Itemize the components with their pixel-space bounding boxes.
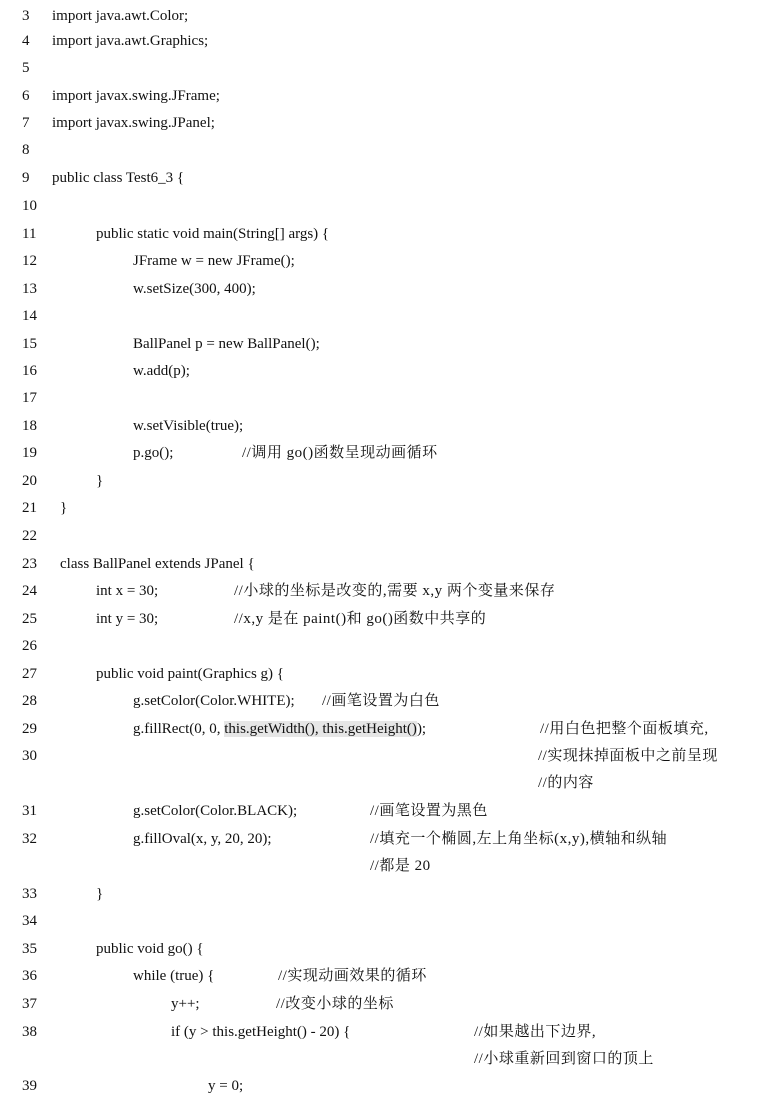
code-text: public static void main(String[] args) { xyxy=(96,226,330,242)
line-number: 23 xyxy=(22,556,37,572)
code-text: y++; xyxy=(171,996,200,1012)
code-comment: //如果越出下边界, xyxy=(474,1024,597,1040)
code-text: import javax.swing.JFrame; xyxy=(52,88,220,104)
code-line xyxy=(0,277,767,301)
line-number: 31 xyxy=(22,803,37,819)
code-line xyxy=(0,882,767,906)
line-number: 15 xyxy=(22,336,37,352)
code-line xyxy=(0,717,767,741)
code-line xyxy=(0,29,767,53)
code-text xyxy=(133,717,426,741)
code-line xyxy=(0,332,767,356)
code-comment: //实现抹掉面板中之前呈现 xyxy=(538,748,718,764)
code-line xyxy=(0,827,767,851)
line-number: 4 xyxy=(22,33,30,49)
line-number: 30 xyxy=(22,748,37,764)
code-line xyxy=(0,496,767,520)
code-text: w.add(p); xyxy=(133,363,190,379)
line-number: 35 xyxy=(22,941,37,957)
code-text: w.setSize(300, 400); xyxy=(133,281,256,297)
line-number: 12 xyxy=(22,253,37,269)
code-line xyxy=(0,441,767,465)
code-comment: //画笔设置为白色 xyxy=(322,693,440,709)
code-line xyxy=(0,909,767,933)
code-text: w.setVisible(true); xyxy=(133,418,244,434)
code-comment: //小球重新回到窗口的顶上 xyxy=(474,1051,654,1067)
code-text: g.setColor(Color.BLACK); xyxy=(133,803,298,819)
highlighted-code: this.getWidth(), this.getHeight() xyxy=(224,721,417,737)
code-text: } xyxy=(60,500,68,516)
code-text: y = 0; xyxy=(208,1078,244,1094)
code-comment: //小球的坐标是改变的,需要 x,y 两个变量来保存 xyxy=(234,583,556,599)
line-number: 22 xyxy=(22,528,37,544)
code-text: JFrame w = new JFrame(); xyxy=(133,253,295,269)
line-number: 39 xyxy=(22,1078,37,1094)
line-number: 14 xyxy=(22,308,37,324)
code-text: import java.awt.Color; xyxy=(52,8,189,24)
code-line xyxy=(0,469,767,493)
line-number: 13 xyxy=(22,281,37,297)
code-line xyxy=(0,249,767,273)
code-line xyxy=(0,84,767,108)
code-text: BallPanel p = new BallPanel(); xyxy=(133,336,320,352)
line-number: 6 xyxy=(22,88,30,104)
line-number: 7 xyxy=(22,115,30,131)
code-line xyxy=(0,634,767,658)
line-number: 32 xyxy=(22,831,37,847)
code-text: } xyxy=(96,473,104,489)
code-line xyxy=(0,414,767,438)
code-line xyxy=(0,607,767,631)
code-line xyxy=(0,552,767,576)
line-number: 16 xyxy=(22,363,37,379)
code-text-post: ); xyxy=(416,721,427,737)
code-text: import javax.swing.JPanel; xyxy=(52,115,215,131)
code-line xyxy=(0,386,767,410)
code-line xyxy=(0,992,767,1016)
code-line xyxy=(0,799,767,823)
line-number: 3 xyxy=(22,8,30,24)
code-comment: //x,y 是在 paint()和 go()函数中共享的 xyxy=(234,611,487,627)
line-number: 37 xyxy=(22,996,37,1012)
code-line xyxy=(0,194,767,218)
line-number: 20 xyxy=(22,473,37,489)
code-line xyxy=(0,579,767,603)
code-line xyxy=(0,166,767,190)
code-text: p.go(); xyxy=(133,445,174,461)
code-text: while (true) { xyxy=(133,968,215,984)
line-number: 29 xyxy=(22,721,37,737)
code-text: public void go() { xyxy=(96,941,204,957)
code-line xyxy=(0,662,767,686)
line-number: 25 xyxy=(22,611,37,627)
line-number: 21 xyxy=(22,500,37,516)
code-line xyxy=(0,304,767,328)
line-number: 18 xyxy=(22,418,37,434)
code-text: import java.awt.Graphics; xyxy=(52,33,209,49)
line-number: 9 xyxy=(22,170,30,186)
line-number: 33 xyxy=(22,886,37,902)
code-line xyxy=(0,56,767,80)
code-text: g.fillOval(x, y, 20, 20); xyxy=(133,831,272,847)
line-number: 10 xyxy=(22,198,37,214)
code-text-pre: g.fillRect(0, 0, xyxy=(133,721,225,737)
code-comment: //实现动画效果的循环 xyxy=(278,968,427,984)
code-comment: //画笔设置为黑色 xyxy=(370,803,488,819)
line-number: 24 xyxy=(22,583,37,599)
code-comment: //用白色把整个面板填充, xyxy=(540,721,709,737)
code-line xyxy=(0,1020,767,1044)
line-number: 19 xyxy=(22,445,37,461)
code-comment: //都是 20 xyxy=(370,858,431,874)
code-line xyxy=(0,222,767,246)
code-line xyxy=(0,111,767,135)
line-number: 5 xyxy=(22,60,30,76)
line-number: 38 xyxy=(22,1024,37,1040)
line-number: 34 xyxy=(22,913,37,929)
line-number: 26 xyxy=(22,638,37,654)
code-text: if (y > this.getHeight() - 20) { xyxy=(171,1024,351,1040)
code-text: } xyxy=(96,886,104,902)
line-number: 8 xyxy=(22,142,30,158)
code-text: g.setColor(Color.WHITE); xyxy=(133,693,295,709)
code-line xyxy=(0,689,767,713)
line-number: 28 xyxy=(22,693,37,709)
code-text: public void paint(Graphics g) { xyxy=(96,666,284,682)
code-line xyxy=(0,937,767,961)
code-comment: //改变小球的坐标 xyxy=(276,996,394,1012)
line-number: 11 xyxy=(22,226,37,242)
code-text: public class Test6_3 { xyxy=(52,170,185,186)
line-number: 17 xyxy=(22,390,37,406)
code-line xyxy=(0,1074,767,1098)
line-number: 36 xyxy=(22,968,37,984)
code-comment: //的内容 xyxy=(538,775,594,791)
code-comment: //调用 go()函数呈现动画循环 xyxy=(242,445,438,461)
code-text: class BallPanel extends JPanel { xyxy=(60,556,255,572)
code-line xyxy=(0,964,767,988)
code-line xyxy=(0,138,767,162)
code-line xyxy=(0,359,767,383)
code-text: int y = 30; xyxy=(96,611,159,627)
code-line xyxy=(0,4,767,28)
code-text: int x = 30; xyxy=(96,583,159,599)
line-number: 27 xyxy=(22,666,37,682)
code-line xyxy=(0,524,767,548)
code-comment: //填充一个椭圆,左上角坐标(x,y),横轴和纵轴 xyxy=(370,831,668,847)
